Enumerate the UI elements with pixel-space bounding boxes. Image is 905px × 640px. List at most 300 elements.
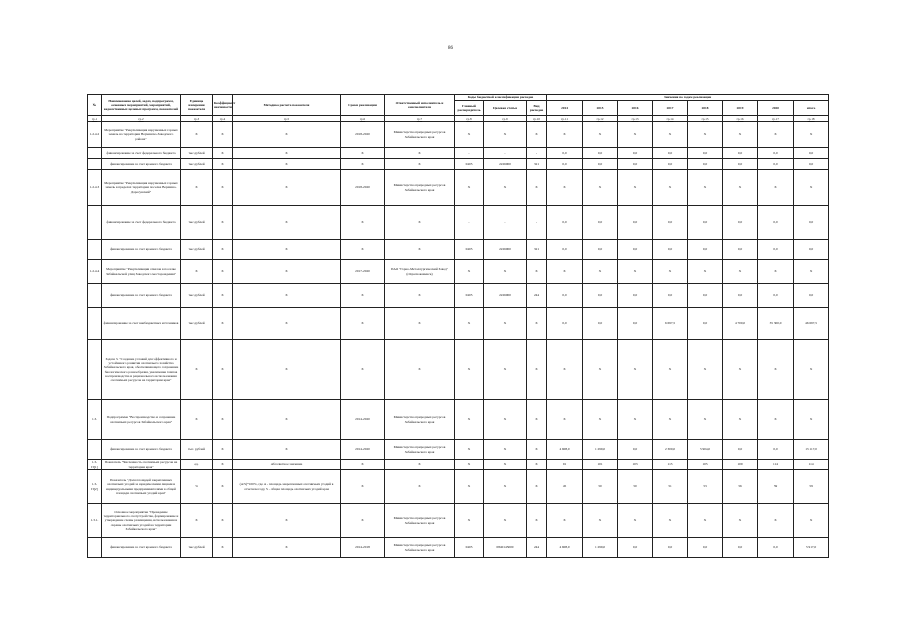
table-cell: 2018-2020 [341, 122, 385, 148]
table-cell: Х [385, 284, 455, 308]
table-cell: 0,0 [583, 308, 618, 340]
table-row [88, 260, 829, 284]
table-cell: Х [341, 148, 385, 159]
table-cell: Х [233, 340, 341, 400]
table-cell: Х [385, 460, 455, 470]
table-cell: - [484, 206, 527, 240]
table-cell: 0,0 [723, 284, 758, 308]
table-cell: Х [455, 460, 484, 470]
table-cell: Х [213, 170, 233, 206]
table-cell: Х [385, 159, 455, 170]
table-cell: Х [233, 260, 341, 284]
column-number: гр.3 [181, 116, 213, 122]
table-cell: финансирование за счет федерального бюджета [102, 206, 181, 240]
table-cell: 2014-2020 [341, 400, 385, 440]
table-cell: Х [688, 400, 723, 440]
table-cell: Х [723, 260, 758, 284]
table-cell: Министерство природных ресурсов Забайкальского края [385, 440, 455, 460]
table-cell: Х [723, 122, 758, 148]
table-cell: Х [583, 400, 618, 440]
table-cell: Х [794, 122, 829, 148]
table-cell: 1 299,0 [583, 440, 618, 460]
table-cell: Х [181, 170, 213, 206]
table-row [88, 206, 829, 240]
table-cell: Х [233, 504, 341, 538]
table-cell: Министерство природных ресурсов Забайкальского края [385, 400, 455, 440]
table-cell: Х [341, 284, 385, 308]
table-cell: 0,0 [688, 284, 723, 308]
table-cell: Х [484, 460, 527, 470]
table-cell: 1.2.4.3 [88, 170, 102, 206]
column-number: гр.2 [102, 116, 181, 122]
table-cell: Мероприятие "Рекультивация нарушенных горных земель в пределах территории поселка Вершино-Дарасунский" [102, 170, 181, 206]
table-cell: Х [455, 504, 484, 538]
table-cell: Х [618, 260, 653, 284]
table-cell: Х [618, 400, 653, 440]
table-cell [88, 159, 102, 170]
table-cell: Х [213, 260, 233, 284]
table-cell: 0,0 [653, 538, 688, 558]
table-cell: 0,0 [618, 284, 653, 308]
column-number: гр.11 [547, 116, 583, 122]
table-cell [88, 308, 102, 340]
table-cell: Министерство природных ресурсов Забайкальского края [385, 538, 455, 558]
table-cell: Х [758, 504, 794, 538]
table-cell: 0,0 [723, 148, 758, 159]
table-cell: 0,0 [794, 148, 829, 159]
table-cell: тыс.рублей [181, 240, 213, 260]
column-number: гр.8 [455, 116, 484, 122]
table-cell: 0,0 [794, 159, 829, 170]
table-cell: 0,0 [618, 440, 653, 460]
header-n: № [88, 95, 102, 116]
column-number: гр.5 [233, 116, 341, 122]
table-cell: - [455, 206, 484, 240]
table-cell: 0,0 [688, 148, 723, 159]
table-cell: Х [233, 170, 341, 206]
table-cell: 1.3.1. [88, 504, 102, 538]
header-target: Целевая статья [484, 101, 527, 116]
table-cell: Х [527, 340, 547, 400]
table-cell: Х [341, 206, 385, 240]
table-cell: Х [213, 340, 233, 400]
table-cell: 113 [653, 460, 688, 470]
table-cell: Х [233, 400, 341, 440]
table-cell: 0,0 [618, 538, 653, 558]
table-cell: Х [484, 470, 527, 504]
table-cell: Х [653, 504, 688, 538]
table-cell: Х [723, 504, 758, 538]
table-cell: Х [688, 260, 723, 284]
column-number: гр.10 [527, 116, 547, 122]
column-number: гр.9 [484, 116, 527, 122]
table-cell: Министерство природных ресурсов Забайкальского края [385, 504, 455, 538]
table-cell: 0,0 [758, 538, 794, 558]
table-cell: 0,0 [758, 206, 794, 240]
header-year: 2016 [618, 101, 653, 116]
table-cell: 0,0 [758, 159, 794, 170]
table-cell: Х [583, 340, 618, 400]
header-total: итого [794, 101, 829, 116]
table-cell: тыс. рублей [181, 440, 213, 460]
header-kind: Вид расходов [527, 101, 547, 116]
table-cell: Х [233, 240, 341, 260]
table-cell: Х [547, 260, 583, 284]
table-cell: 0,0 [688, 538, 723, 558]
table-cell [88, 284, 102, 308]
table-cell: Х [618, 340, 653, 400]
table-cell: финансирование за счет краевого бюджета [102, 538, 181, 558]
table-cell: 4 608,0 [547, 440, 583, 460]
table-cell: Х [213, 308, 233, 340]
table-cell: тыс.рублей [181, 206, 213, 240]
table-cell: Х [618, 170, 653, 206]
table-cell: Х [653, 340, 688, 400]
table-row [88, 308, 829, 340]
table-cell: Х [484, 400, 527, 440]
table-cell: Х [213, 284, 233, 308]
table-cell: 1.2.4.2 [88, 122, 102, 148]
table-cell: 1 299,0 [583, 538, 618, 558]
table-cell: 50 [583, 470, 618, 504]
table-cell: Х [341, 340, 385, 400]
table-cell: 244 [527, 538, 547, 558]
table-cell: тыс.рублей [181, 308, 213, 340]
table-cell: Х [341, 240, 385, 260]
table-cell: 0,0 [618, 206, 653, 240]
table-cell: Министерство природных ресурсов Забайкальского края [385, 122, 455, 148]
table-cell: Х [583, 504, 618, 538]
header-terms: Сроки реализации [341, 95, 385, 116]
table-cell: Министерство природных ресурсов Забайкальского края [385, 170, 455, 206]
table-cell: Х [484, 260, 527, 284]
table-cell: финансирование за счет краевого бюджета [102, 440, 181, 460]
table-cell: Х [794, 400, 829, 440]
table-cell: 0,0 [688, 206, 723, 240]
table-row [88, 504, 829, 538]
table-cell [88, 240, 102, 260]
table-cell: Х [455, 260, 484, 284]
table-cell: Х [653, 400, 688, 440]
table-cell: Х [455, 308, 484, 340]
table-cell: Х [484, 122, 527, 148]
table-cell: Х [233, 284, 341, 308]
table-cell: 321 [527, 240, 547, 260]
table-cell: 2226000 [484, 159, 527, 170]
table-cell: Х [618, 504, 653, 538]
table-cell: 6 697,5 [653, 308, 688, 340]
table-cell: Х [213, 538, 233, 558]
table-cell: 0,0 [547, 206, 583, 240]
table-cell: Х [527, 400, 547, 440]
table-cell: Показатель "Численность охотничьих ресурсов на территории края" [102, 460, 181, 470]
table-cell [88, 440, 102, 460]
table-cell: 0,0 [653, 206, 688, 240]
table-cell: 1.3-П[2] [88, 470, 102, 504]
table-cell: Х [618, 122, 653, 148]
table-cell: 0,0 [653, 240, 688, 260]
header-executor: Ответственный исполнитель и соисполнители [385, 95, 455, 116]
table-row [88, 460, 829, 470]
table-cell: 0,0 [723, 206, 758, 240]
table-cell: 2014-2020 [341, 440, 385, 460]
table-cell: 59 [758, 470, 794, 504]
table-cell: 45 [547, 470, 583, 504]
column-number: гр.18 [794, 116, 829, 122]
table-cell: Х [527, 440, 547, 460]
header-year: 2014 [547, 101, 583, 116]
table-cell: 0,0 [547, 308, 583, 340]
table-cell: 2226000 [484, 284, 527, 308]
table-cell: финансирование за счет краевого бюджета [102, 284, 181, 308]
table-cell: 35 300,0 [758, 308, 794, 340]
table-cell: Х [341, 460, 385, 470]
table-cell: 0,0 [653, 284, 688, 308]
column-number: гр.13 [618, 116, 653, 122]
table-cell: Х [527, 308, 547, 340]
table-row [88, 122, 829, 148]
table-cell: Х [213, 470, 233, 504]
table-cell: финансирование за счет внебюджетных источников [102, 308, 181, 340]
table-cell: 0405 [455, 240, 484, 260]
program-table [87, 94, 829, 558]
table-cell: Основное мероприятие "Проведение территориального охотустройства, формирование и утверждение схемы размещения, использования и охраны охотничьих угодий на территории Забайкальского края" [102, 504, 181, 538]
table-cell: Х [688, 504, 723, 538]
table-cell: Х [385, 206, 455, 240]
table-cell: финансирование за счет краевого бюджета [102, 159, 181, 170]
table-cell: 0,0 [723, 440, 758, 460]
table-cell: 46 697,5 [794, 308, 829, 340]
table-cell: тыс.рублей [181, 159, 213, 170]
table-cell: 105 [688, 460, 723, 470]
table-cell: Х [213, 440, 233, 460]
table-cell: Х [233, 122, 341, 148]
table-cell: 13 117,0 [794, 440, 829, 460]
table-cell: Х [688, 340, 723, 400]
table-row [88, 440, 829, 460]
column-number: гр.4 [213, 116, 233, 122]
table-cell: Х [233, 538, 341, 558]
table-cell: Х [455, 122, 484, 148]
table-cell: 0405 [455, 159, 484, 170]
table-cell: 1.3-П[1] [88, 460, 102, 470]
table-cell: ед. [181, 460, 213, 470]
table-cell: 0,0 [794, 206, 829, 240]
table-cell: Х [484, 440, 527, 460]
table-cell: 59 [794, 470, 829, 504]
table-cell: 0840145000 [484, 538, 527, 558]
table-cell: 1.2.4.4 [88, 260, 102, 284]
table-cell: 0,0 [547, 148, 583, 159]
table-cell: 0,0 [688, 159, 723, 170]
table-row [88, 159, 829, 170]
table-cell: Х [455, 340, 484, 400]
table-cell: 114 [758, 460, 794, 470]
table-cell: Х [484, 504, 527, 538]
table-cell: Х [758, 340, 794, 400]
table-cell: 2226000 [484, 240, 527, 260]
table-cell: Х [385, 340, 455, 400]
table-cell: Х [583, 260, 618, 284]
table-cell: Х [547, 122, 583, 148]
table-cell: Х [233, 440, 341, 460]
table-cell: Х [527, 170, 547, 206]
table-cell: Х [758, 170, 794, 206]
table-cell: Х [213, 240, 233, 260]
table-cell: Х [213, 206, 233, 240]
table-cell: 2 300,0 [653, 440, 688, 460]
table-cell: Х [794, 340, 829, 400]
table-cell: Х [181, 260, 213, 284]
table-cell: 0,0 [583, 240, 618, 260]
header-name: Наименование целей, задач, подпрограмм, основных мероприятий, мероприятий, ведомственных целевых программ, показателей [102, 95, 181, 116]
table-cell: 50 [618, 470, 653, 504]
table-cell: 321 [527, 159, 547, 170]
table-cell: Показатель "Доля площадей закрепленных охотничьих угодий за юридическими лицами и индивидуальными предпринимателями в общей площади охотничьих угодий края" [102, 470, 181, 504]
table-cell: 0,0 [758, 284, 794, 308]
table-cell: 56 [723, 470, 758, 504]
table-cell [88, 206, 102, 240]
table-cell: 0405 [455, 538, 484, 558]
table-cell: 0,0 [547, 284, 583, 308]
table-cell: Х [484, 340, 527, 400]
table-cell: 0,0 [723, 159, 758, 170]
table-cell: Х [583, 170, 618, 206]
table-cell [88, 538, 102, 558]
table-cell: Х [527, 504, 547, 538]
header-coef: Коэффициент значимости [213, 95, 233, 116]
table-cell: Х [653, 260, 688, 284]
table-cell: Х [455, 440, 484, 460]
table-cell: Задача 3. "Создание условий для эффективного и устойчивого развития охотничьего хозяйства Забайкальского края, обеспечивающего сохранение биологического разнообразия, увеличение темпов воспроизводства и рационального использования охотничьих ресурсов на территории края" [102, 340, 181, 400]
table-cell: 0,0 [758, 148, 794, 159]
table-cell: Х [527, 122, 547, 148]
header-year: 2018 [688, 101, 723, 116]
table-cell: финансирование за счет краевого бюджета [102, 240, 181, 260]
table-cell: 0,0 [547, 159, 583, 170]
table-cell: 2014-2018 [341, 538, 385, 558]
table-cell: Х [181, 122, 213, 148]
table-cell: Х [181, 504, 213, 538]
header-year: 2020 [758, 101, 794, 116]
table-cell: 0,0 [618, 148, 653, 159]
page-number: 86 [448, 46, 453, 51]
table-cell: - [527, 148, 547, 159]
header-values-title: Значения по годам реализации [547, 95, 829, 101]
table-cell: Х [794, 260, 829, 284]
table-header [88, 95, 829, 122]
table-cell: Х [341, 308, 385, 340]
table-cell: 0405 [455, 284, 484, 308]
table-cell: 0,0 [618, 308, 653, 340]
table-cell: Х [527, 260, 547, 284]
table-cell [88, 340, 102, 400]
table-cell: Х [527, 460, 547, 470]
table-cell: Х [181, 340, 213, 400]
table-row [88, 284, 829, 308]
table-cell: Х [688, 170, 723, 206]
table-row [88, 470, 829, 504]
table-cell: Х [385, 240, 455, 260]
table-cell: - [455, 148, 484, 159]
header-year: 2015 [583, 101, 618, 116]
table-cell: Х [484, 308, 527, 340]
table-cell: Х [758, 400, 794, 440]
table-row [88, 400, 829, 440]
table-cell: Х [213, 400, 233, 440]
table-cell: 2017-2020 [341, 260, 385, 284]
column-number: гр.1 [88, 116, 102, 122]
table-cell: Х [653, 122, 688, 148]
table-cell: финансирование за счет федерального бюджета [102, 148, 181, 159]
table-cell: 0,0 [723, 538, 758, 558]
table-cell: - [527, 206, 547, 240]
table-cell: Х [233, 148, 341, 159]
table-cell: ПАО "Горно-Металлургический Завод" (г.Краснокаменск) [385, 260, 455, 284]
table-cell: 0,0 [688, 308, 723, 340]
table-cell: 51 [653, 470, 688, 504]
table-cell: 0,0 [653, 159, 688, 170]
table-cell: - [484, 148, 527, 159]
table-cell: 4 700,0 [723, 308, 758, 340]
table-cell: Мероприятие "Рекультивация отвалов в поселке Забайкальской улиц Заводского месторождения" [102, 260, 181, 284]
header-codes: Коды бюджетной классификации расходов [455, 95, 547, 101]
table-cell: Х [233, 308, 341, 340]
table-cell: Х [213, 159, 233, 170]
table-cell: 0,0 [583, 284, 618, 308]
column-number: гр.7 [385, 116, 455, 122]
table-cell: Х [723, 340, 758, 400]
table-row [88, 340, 829, 400]
table-cell: 114 [794, 460, 829, 470]
table-body [88, 122, 829, 558]
table-cell: 0,0 [583, 206, 618, 240]
column-number: гр.16 [723, 116, 758, 122]
table-cell: (A/S)*100%, где A - площадь закрепленных охотничьих угодий в отчетном году, S - общая площадь охотничьих угодий края [233, 470, 341, 504]
table-cell: 0,0 [618, 240, 653, 260]
table-cell: 91 [547, 460, 583, 470]
table-cell: 4 608,0 [547, 538, 583, 558]
header-chief: Главный распорядитель [455, 101, 484, 116]
table-cell: 0,0 [688, 240, 723, 260]
table-cell: 0,0 [583, 148, 618, 159]
table-cell: 0,0 [758, 240, 794, 260]
header-year: 2019 [723, 101, 758, 116]
column-number: гр.17 [758, 116, 794, 122]
table-cell: Х [484, 170, 527, 206]
table-cell: Х [341, 470, 385, 504]
table-cell: Х [385, 470, 455, 504]
table-cell: Х [233, 159, 341, 170]
table-cell: Мероприятие "Рекультивация нарушенных горных земель на территории Нерчинско-Заводского района" [102, 122, 181, 148]
table-cell: Х [723, 400, 758, 440]
table-cell: Х [547, 170, 583, 206]
table-cell: Х [794, 504, 829, 538]
column-number: гр.14 [653, 116, 688, 122]
table-cell: Подпрограмма "Воспроизводство и сохранение охотничьих ресурсов Забайкальского края" [102, 400, 181, 440]
table-row [88, 148, 829, 159]
table-cell: 1.3. [88, 400, 102, 440]
table-cell: % [181, 470, 213, 504]
table-cell: Х [213, 504, 233, 538]
table-cell: Х [455, 400, 484, 440]
table-cell: Х [547, 340, 583, 400]
table-cell: 0,0 [618, 159, 653, 170]
table-cell: Х [455, 470, 484, 504]
table-cell: Х [213, 122, 233, 148]
column-number: гр.6 [341, 116, 385, 122]
table-cell: Х [527, 470, 547, 504]
